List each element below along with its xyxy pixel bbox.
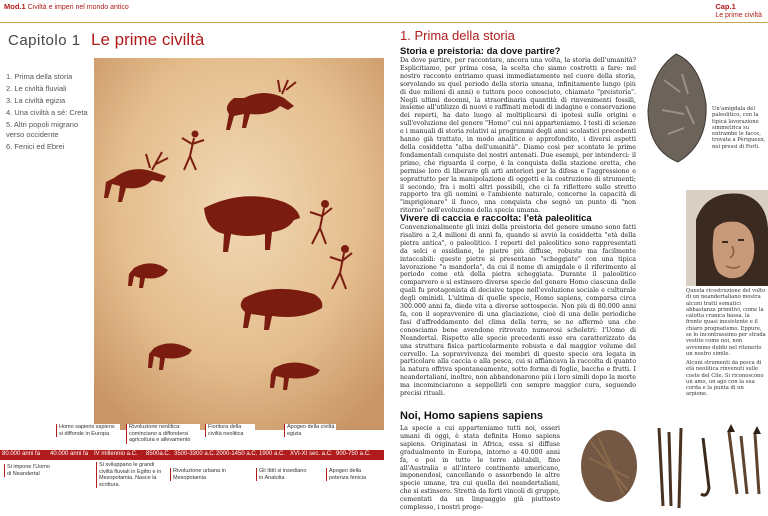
paragraph-caccia: Convenzionalmente gli inizi della preistoria del genere umano sono fatti risalire a 2,4 milioni di anni fa, quando si avviò la cosiddetta "età della pietra antica", o paleolitico. I reperti del paleolitico sono rappresentati da selci e ossidiane, le pietre più diffuse, robuste ma facilmente intaccabili: queste pietre si presentano "scheggiate" con una tipica lavorazione "a mandorla", da cui il nome di amigdale e il riferimento al periodo come età della pietra scheggiata. Durante il paleolitico comparvero e si estinsero diverse specie del genere Homo ciascuna delle quali fu protagonista di decisive tappe nell'evoluzione sociale e culturale degli ominidi. L'ultima di quelle specie, Homo sapiens, comparsa circa 300.000 anni fa, diede vita a diverse sottospecie. Non più di 80.000 anni fa, con il sopravvenire di una glaciazione, cioè di una delle periodiche fasi d'affreddamento del clima della terra, se ne affermò una che conosciamo bene avendone ritrovato numerosi scheletri: l'Uomo di Neandertal. Rispetto alle specie precedenti esso era caratterizzato da una struttura fisica particolarmente robusta e dal maggior volume del cervello. La sopravvivenza dei membri di queste specie era legata in particolare alla caccia e alla pesca, cui si affiancava la raccolta di quanto la natura offriva spontaneamente, sotto forma di foglie, bacche e frutti. I neandertaliani, inoltre, non abbandonarono più i loro simili dopo la morte ma incominciarono a seppellirli con sempre maggior cura, seguendo precisi rituali. — [400, 224, 636, 398]
timeline-event: Homo sapiens sapiens si diffonde in Europa — [56, 424, 120, 437]
timeline-date: IV millennio a.C. — [94, 451, 138, 457]
timeline-event: Rivoluzione urbana in Mesopotamia — [170, 468, 226, 481]
timeline-date: 1900 a.C. — [259, 451, 286, 457]
timeline-event: Apogeo della potenza fenicia — [326, 468, 380, 481]
subsection-heading: Noi, Homo sapiens sapiens — [400, 410, 544, 422]
timeline-date: 900-750 a.C. — [336, 451, 371, 457]
toc-item[interactable]: 1. Prima della storia — [6, 72, 73, 81]
timeline-bottom-events — [0, 462, 384, 502]
timeline-top-events — [0, 424, 384, 448]
section-title: 1. Prima della storia — [400, 28, 515, 43]
timeline-date: 8500a.C. — [146, 451, 171, 457]
timeline-date: XVI-XI sec. a.C. — [290, 451, 333, 457]
chapter-label: Capitolo 1 — [8, 32, 81, 49]
timeline-bar — [0, 450, 384, 460]
subsection-heading: Storia e preistoria: da dove partire? — [400, 46, 561, 57]
module-title: Civiltà e imperi nel mondo antico — [27, 4, 129, 11]
timeline-event: Si impone l'Uomo di Neandertal — [4, 464, 54, 477]
fishing-tools-image — [569, 418, 768, 512]
timeline-event: Rivoluzione neolitica: cominciano a diffondersi agricoltura e allevamento — [126, 424, 200, 444]
toc-item[interactable]: 6. Fenici ed Ebrei — [6, 142, 65, 151]
toc-item[interactable]: 2. Le civiltà fluviali — [6, 84, 67, 93]
toc-item[interactable]: 4. Una civiltà a sé: Creta — [6, 108, 88, 117]
left-page — [0, 0, 384, 512]
timeline-date: 80.000 anni fa — [2, 451, 41, 457]
toc-item[interactable]: 3. La civiltà egizia — [6, 96, 66, 105]
stone-tool-image — [642, 50, 712, 166]
timeline-event: Fioritura della civiltà neolitica — [205, 424, 255, 437]
chapter-name: Le prime civiltà — [91, 30, 205, 49]
paragraph-storia: Da dove partire, per raccontare, ancora una volta, la storia dell'umanità? Esplicitiamo, per prima cosa, la scelta che siamo costretti a fare: nel nostro racconto entriamo quasi immediatamente nel cuore della storia, sorvolando su quel periodo della storia umana, infinitamente lungo (più di due milioni di anni) e tuttora poco conosciuto, chiamato "preistoria". Negli ultimi decenni, la straordinaria quantità di rinvenimenti fossili, insieme all'utilizzo di nuovi e raffinati metodi di indagine e conservazione dei reperti, ha dato luogo al moltiplicarsi di ipotesi sulle origini e sull'evoluzione del genere "Homo" cui noi apparteniamo. I testi di scienze e i manuali di storia relativi ai programmi degli anni scolastici precedenti hanno già trattato, in modo analitico e approfondito, i diversi aspetti della cosiddetta "alba dell'umanità". Diamo così per scontate le prime fondamentali conquiste dei nostri antenati. Due esempi, per intenderci: il primo, che riguarda il corpo, è la conquista della stazione eretta, che permise loro di liberare gli arti anteriori per la difesa e l'aggressione e soprattutto per la manipolazione di oggetti e la costruzione di strumenti; il secondo, fra i molti altri possibili, che ci fa riflettere sullo stretto rapporto tra gli uomini e l'ambiente naturale, concerne la capacità di "imprigionare" il fuoco, una conquista che segnò un punto di "non ritorno" nell'evoluzione della specie umana. — [400, 57, 636, 215]
timeline-event: Gli Ittiti si insediano in Anatolia — [256, 468, 308, 481]
module-header — [4, 3, 129, 12]
right-page — [384, 0, 768, 512]
header-rule — [0, 22, 384, 23]
module-label: Mod.1 — [4, 2, 26, 11]
image-caption-face: Questa ricostruzione del volto di un neandertaliano mostra alcuni tratti somatici abbastanza primitivi, come la calotta cranica bassa, la fronte quasi inesistente e il chiaro prognatismo. Eppure, se lo incontrassimo per strada vestito come noi, non avremmo dubbi nel ritenerlo un nostro simile. — [686, 288, 766, 357]
toc-item[interactable]: 5. Altri popoli migrano verso occidente — [6, 120, 79, 139]
header-rule — [384, 22, 768, 23]
timeline-date: 40.000 anni fa — [50, 451, 89, 457]
paragraph-noi: La specie a cui apparteniamo tutti noi, esseri umani di oggi, è stata definita Homo sapiens sapiens. Originatasi in Africa, essa si diffuse gradualmente in Europa, intorno a 40.000 anni fa, e poi in tutte le terre abitabili, fino all'Australia e all'intero continente americano, imponendosi, cancellando o assorbendo le altre specie umane, tra cui quella dei neandertaliani, che si estinsero. Strettà da forti vincoli di gruppo, cementati da un linguaggio già piuttosto complesso, i nostri proge- — [400, 425, 560, 512]
timeline-date: 2000-1450 a.C. — [216, 451, 258, 457]
subsection-heading: Vivere di caccia e raccolta: l'età paleolitica — [400, 213, 592, 224]
image-caption-stone: Un'amigdala del paleolitico, con la tipica lavorazione simmetrica su entrambe le facce, trovata a Pèrigueux, nei pressi di Forli. — [712, 106, 766, 150]
chapter-header-title: Le prime civiltà — [715, 12, 762, 19]
timeline-date: 3500-3300 a.C. — [174, 451, 216, 457]
timeline — [0, 408, 384, 512]
table-of-contents — [6, 72, 92, 154]
chapter-header — [715, 3, 762, 20]
cave-painting-image — [94, 58, 384, 430]
chapter-header-label: Cap.1 — [715, 2, 736, 11]
image-caption-tools: Alcuni strumenti da pesca di età neolitica rinvenuti sulle coste del Cile. Si riconoscono un amo, un ago con la sua corda e la punta di un arpione. — [686, 360, 764, 398]
chapter-title — [8, 30, 204, 50]
neanderthal-face-image — [686, 190, 768, 286]
timeline-event: Si sviluppano le grandi civiltà fluviali in Egitto e in Mesopotamia. Nasce la scrittura. — [96, 462, 168, 488]
timeline-event: Apogeo della civiltà egizia — [284, 424, 336, 437]
